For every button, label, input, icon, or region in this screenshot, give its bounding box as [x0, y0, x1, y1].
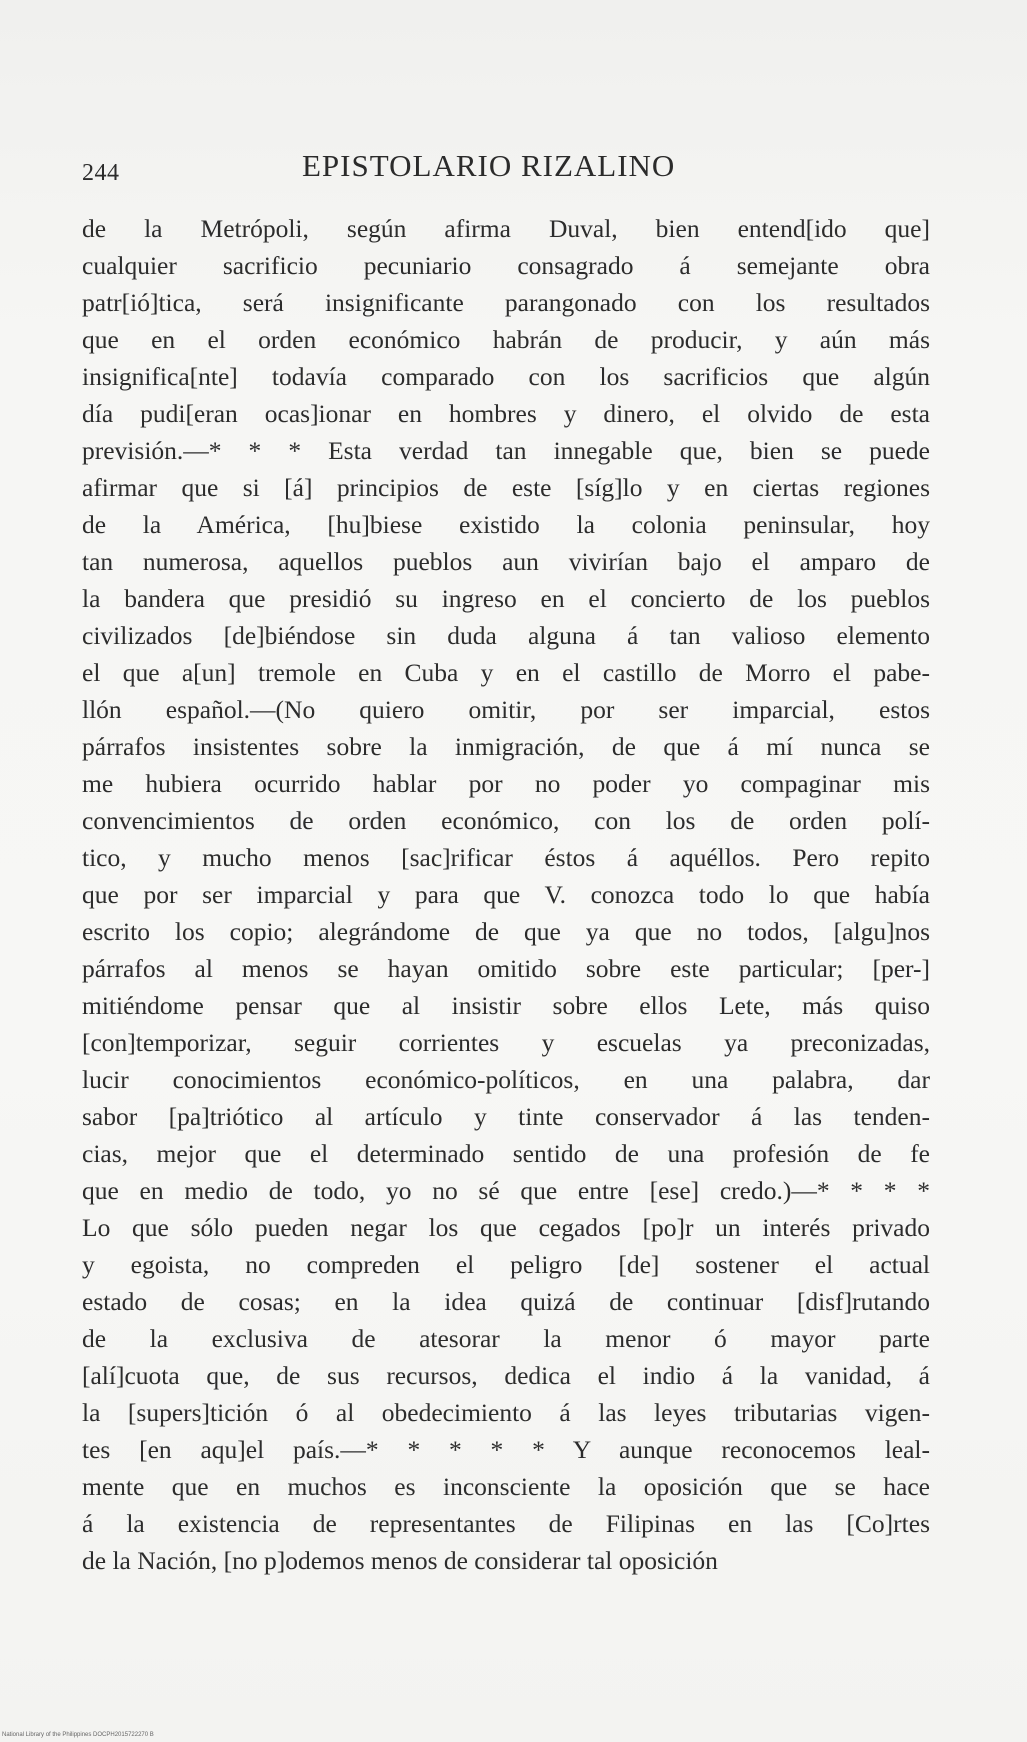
text-line: cualquier sacrificio pecuniario consagrado á semejante obra: [82, 251, 930, 280]
body-text: [82, 210, 930, 1579]
text-line: mitiéndome pensar que al insistir sobre ellos Lete, más quiso: [82, 991, 930, 1020]
text-line: que en el orden económico habrán de producir, y aún más: [82, 325, 930, 354]
text-line: de la exclusiva de atesorar la menor ó mayor parte: [82, 1324, 930, 1353]
text-line: convencimientos de orden económico, con los de orden polí-: [82, 806, 930, 835]
text-line: llón español.—(No quiero omitir, por ser imparcial, estos: [82, 695, 930, 724]
text-line: de la Nación, [no p]odemos menos de considerar tal oposición: [82, 1546, 718, 1575]
text-line: lucir conocimientos económico-políticos, en una palabra, dar: [82, 1065, 930, 1094]
text-line: la [supers]tición ó al obedecimiento á las leyes tributarias vigen-: [82, 1398, 930, 1427]
text-line: párrafos al menos se hayan omitido sobre este particular; [per-]: [82, 954, 930, 983]
text-line: y egoista, no compreden el peligro [de] sostener el actual: [82, 1250, 930, 1279]
text-line: el que a[un] tremole en Cuba y en el castillo de Morro el pabe-: [82, 658, 930, 687]
scan-credit: National Library of the Philippines DOCPH2015722270 B: [2, 1732, 154, 1738]
running-head-title: EPISTOLARIO RIZALINO: [302, 148, 676, 183]
text-line: cias, mejor que el determinado sentido de una profesión de fe: [82, 1139, 930, 1168]
text-line: tes [en aqu]el país.—* * * * * Y aunque reconocemos leal-: [82, 1435, 930, 1464]
text-line: día pudi[eran ocas]ionar en hombres y dinero, el olvido de esta: [82, 399, 930, 428]
text-line: á la existencia de representantes de Filipinas en las [Co]rtes: [82, 1509, 930, 1538]
text-line: [con]temporizar, seguir corrientes y escuelas ya preconizadas,: [82, 1028, 930, 1057]
text-line: afirmar que si [á] principios de este [síg]lo y en ciertas regiones: [82, 473, 930, 502]
text-line: Lo que sólo pueden negar los que cegados [po]r un interés privado: [82, 1213, 930, 1242]
text-line: que por ser imparcial y para que V. conozca todo lo que había: [82, 880, 930, 909]
text-line: estado de cosas; en la idea quizá de continuar [disf]rutando: [82, 1287, 930, 1316]
text-line: que en medio de todo, yo no sé que entre [ese] credo.)—* * * *: [82, 1176, 930, 1205]
text-line: la bandera que presidió su ingreso en el concierto de los pueblos: [82, 584, 930, 613]
text-line: patr[ió]tica, será insignificante parangonado con los resultados: [82, 288, 930, 317]
text-line: tico, y mucho menos [sac]rificar éstos á aquéllos. Pero repito: [82, 843, 930, 872]
text-line: de la Metrópoli, según afirma Duval, bien entend[ido que]: [82, 214, 930, 243]
page-header: [82, 148, 702, 198]
text-line: civilizados [de]biéndose sin duda alguna á tan valioso elemento: [82, 621, 930, 650]
text-line: [alí]cuota que, de sus recursos, dedica el indio á la vanidad, á: [82, 1361, 930, 1390]
text-line: mente que en muchos es inconsciente la oposición que se hace: [82, 1472, 930, 1501]
text-line: previsión.—* * * Esta verdad tan innegable que, bien se puede: [82, 436, 930, 465]
text-line: sabor [pa]triótico al artículo y tinte conservador á las tenden-: [82, 1102, 930, 1131]
text-line: escrito los copio; alegrándome de que ya que no todos, [algu]nos: [82, 917, 930, 946]
text-line: de la América, [hu]biese existido la colonia peninsular, hoy: [82, 510, 930, 539]
text-line: párrafos insistentes sobre la inmigración, de que á mí nunca se: [82, 732, 930, 761]
page-number: 244: [82, 160, 120, 186]
text-line: me hubiera ocurrido hablar por no poder yo compaginar mis: [82, 769, 930, 798]
text-line: insignifica[nte] todavía comparado con los sacrificios que algún: [82, 362, 930, 391]
text-line: tan numerosa, aquellos pueblos aun vivirían bajo el amparo de: [82, 547, 930, 576]
